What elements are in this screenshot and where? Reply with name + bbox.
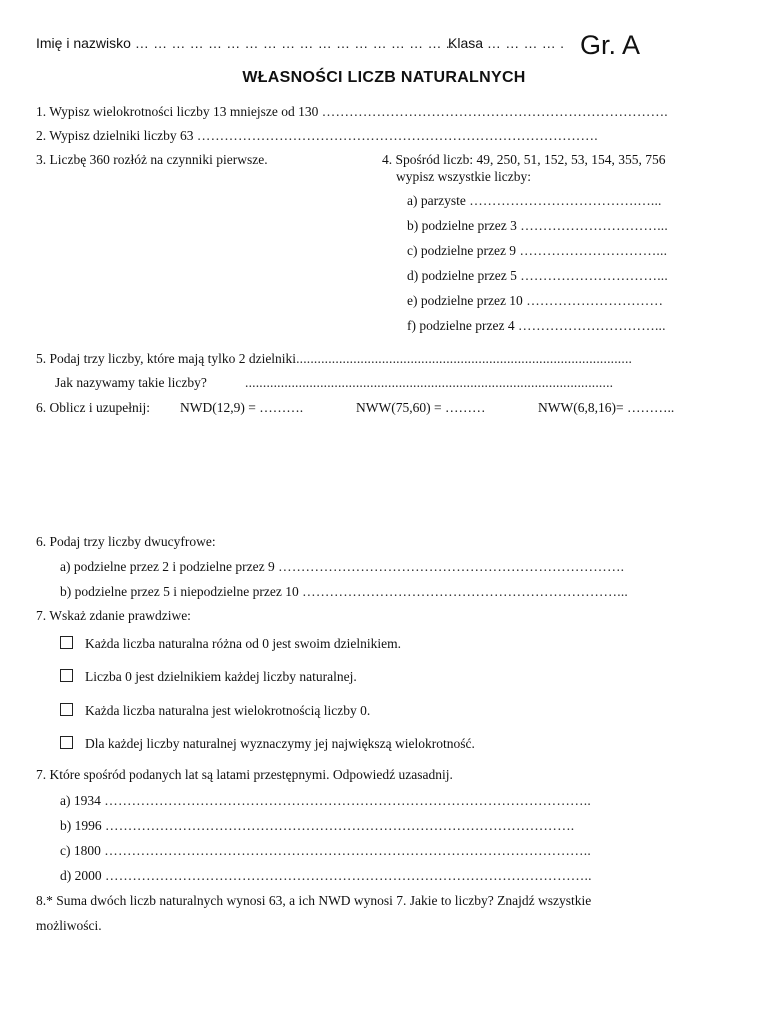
item-label: b) 1996 (60, 818, 102, 833)
item-label: e) podzielne przez 10 (407, 293, 523, 308)
name-dots: … … … … … … … … … … … … … … … … … .. (134, 35, 454, 51)
page-title: WŁASNOŚCI LICZB NATURALNYCH (242, 69, 526, 86)
checkbox[interactable] (60, 669, 73, 682)
question-5-line1 (36, 351, 632, 367)
item-label: a) 1934 (60, 793, 101, 808)
answer-line: …………………………………………………………………………………………….. (105, 868, 592, 883)
item-label: f) podzielne przez 4 (407, 318, 515, 333)
question-7b: 7. Które spośród podanych lat są latami przestępnymi. Odpowiedź uzasadnij. (36, 767, 453, 782)
item-label: a) parzyste (407, 193, 466, 208)
checkbox[interactable] (60, 736, 73, 749)
item-label: d) podzielne przez 5 (407, 268, 517, 283)
answer-line: …………………………………………………………………. (321, 104, 668, 119)
answer-line: ....................................................................................................... (245, 375, 614, 390)
option-label: Liczba 0 jest dzielnikiem każdej liczby naturalnej. (85, 669, 357, 684)
option-label: Każda liczba naturalna różna od 0 jest swoim dzielnikiem. (85, 636, 402, 651)
answer-line: …………………………………………………………………………………………….. (104, 843, 591, 858)
question-4-item (407, 193, 662, 209)
question-6b-item (60, 559, 624, 575)
year-item (60, 793, 591, 809)
option-label: Każda liczba naturalna jest wielokrotnością liczby 0. (85, 703, 371, 718)
item-label: a) podzielne przez 2 i podzielne przez 9 (60, 559, 275, 574)
year-item (60, 818, 574, 834)
answer-line: ……………………………………………………………………………. (196, 128, 598, 143)
year-item (60, 868, 592, 884)
question-7a: 7. Wskaż zdanie prawdziwe: (36, 608, 191, 623)
answer-line: .............................................................................................. (296, 351, 633, 366)
option-2[interactable] (60, 669, 357, 685)
item-label: c) podzielne przez 9 (407, 243, 517, 258)
question-6a-label: 6. Oblicz i uzupełnij: (36, 400, 150, 415)
question-4-item (407, 293, 663, 309)
class-label: Klasa (448, 35, 484, 51)
answer-line: …………………………... (520, 268, 668, 283)
answer-line: …………………………... (520, 218, 668, 233)
class-dots: … … … … . (486, 35, 565, 51)
answer-line: …………………………... (517, 318, 666, 333)
question-1 (36, 104, 668, 120)
name-field (36, 35, 454, 51)
question-6b: 6. Podaj trzy liczby dwucyfrowe: (36, 534, 216, 549)
question-5-text: 5. Podaj trzy liczby, które mają tylko 2 dzielniki (36, 351, 297, 366)
question-3: 3. Liczbę 360 rozłóż na czynniki pierwsze. (36, 152, 268, 167)
option-4[interactable] (60, 736, 475, 752)
class-field (448, 35, 564, 51)
question-4-line1: 4. Spośród liczb: 49, 250, 51, 152, 53, 154, 355, 756 (382, 152, 666, 167)
question-2 (36, 128, 598, 144)
question-4-item (407, 218, 668, 234)
answer-line: ……………………………….…... (469, 193, 662, 208)
answer-line: …………………………………………………………………………………………….. (104, 793, 591, 808)
answer-line: …………………………... (519, 243, 668, 258)
item-label: b) podzielne przez 3 (407, 218, 517, 233)
checkbox[interactable] (60, 703, 73, 716)
nwd-expression: NWD(12,9) = ………. (180, 400, 304, 415)
question-5-line2: Jak nazywamy takie liczby? (55, 375, 207, 390)
answer-line: ……………………………………………………………... (302, 584, 628, 599)
nww-expression-1: NWW(75,60) = ……… (356, 400, 486, 415)
option-1[interactable] (60, 636, 401, 652)
year-item (60, 843, 591, 859)
item-label: c) 1800 (60, 843, 101, 858)
question-4-item (407, 318, 666, 334)
group-label: Gr. A (580, 30, 641, 60)
item-label: b) podzielne przez 5 i niepodzielne przez 10 (60, 584, 299, 599)
option-3[interactable] (60, 703, 370, 719)
question-6b-item (60, 584, 628, 600)
checkbox[interactable] (60, 636, 73, 649)
question-8-line1: 8.* Suma dwóch liczb naturalnych wynosi 63, a ich NWD wynosi 7. Jakie to liczby? Znajdź wszystkie (36, 893, 592, 908)
question-1-text: 1. Wypisz wielokrotności liczby 13 mniejsze od 130 (36, 104, 319, 119)
question-4-item (407, 268, 668, 284)
item-label: d) 2000 (60, 868, 102, 883)
nww-expression-2: NWW(6,8,16)= ……….. (538, 400, 675, 415)
answer-line: …………………………………………………………………. (278, 559, 625, 574)
question-8-line2: możliwości. (36, 918, 102, 933)
question-2-text: 2. Wypisz dzielniki liczby 63 (36, 128, 194, 143)
answer-line: ………………………… (526, 293, 664, 308)
name-label: Imię i nazwisko (36, 35, 131, 51)
question-4-item (407, 243, 667, 259)
option-label: Dla każdej liczby naturalnej wyznaczymy jej największą wielokrotność. (85, 736, 475, 751)
answer-line: …………………………………………………………………………………………. (105, 818, 575, 833)
question-4-line2: wypisz wszystkie liczby: (396, 169, 531, 184)
